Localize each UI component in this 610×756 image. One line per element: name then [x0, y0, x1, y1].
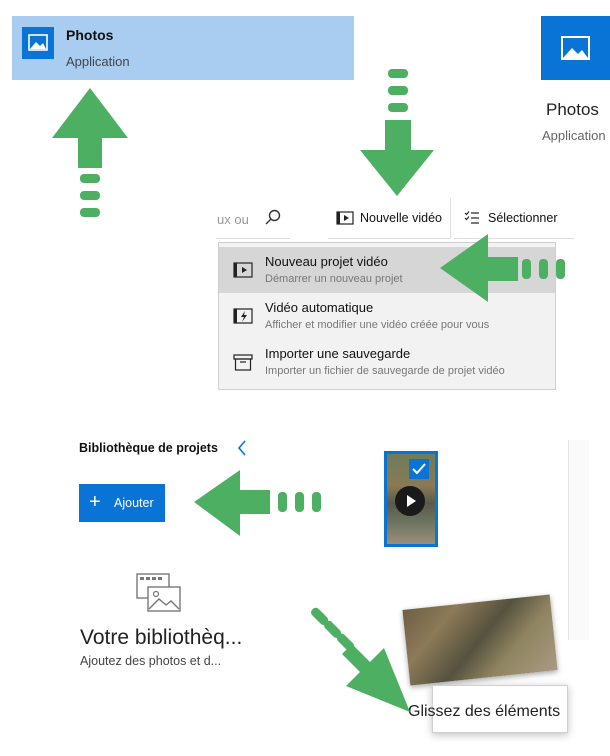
empty-library-title: Votre bibliothèq...: [80, 626, 243, 649]
arrow-left-icon: [440, 234, 565, 302]
app-preview-title: Photos: [546, 100, 599, 119]
menu-item-title: Importer une sauvegarde: [265, 346, 411, 361]
plus-icon: +: [89, 491, 101, 513]
menu-item-title: Nouveau projet vidéo: [265, 254, 388, 269]
project-library-title: Bibliothèque de projets: [79, 441, 218, 455]
arrow-left-icon: [194, 470, 321, 536]
new-video-label: Nouvelle vidéo: [360, 211, 442, 225]
search-result-subtitle: Application: [66, 54, 130, 69]
search-text: ux ou: [217, 212, 249, 227]
search-result-title: Photos: [66, 27, 114, 43]
menu-item-subtitle: Importer un fichier de sauvegarde de projet vidéo: [265, 365, 505, 377]
arrow-down-icon: [360, 69, 434, 196]
menu-item-subtitle: Afficher et modifier une vidéo créée pour vous: [265, 319, 490, 331]
menu-item-title: Vidéo automatique: [265, 300, 374, 315]
select-label: Sélectionner: [488, 211, 558, 225]
arrow-down-right-icon: [309, 606, 410, 712]
drop-hint-text: Glissez des éléments: [408, 703, 561, 720]
menu-item-subtitle: Démarrer un nouveau projet: [265, 273, 403, 285]
empty-library-subtitle: Ajoutez des photos et d...: [80, 654, 222, 668]
app-preview-subtitle: Application: [542, 128, 606, 143]
arrow-up-icon: [52, 88, 128, 217]
add-button-label: Ajouter: [114, 496, 154, 510]
